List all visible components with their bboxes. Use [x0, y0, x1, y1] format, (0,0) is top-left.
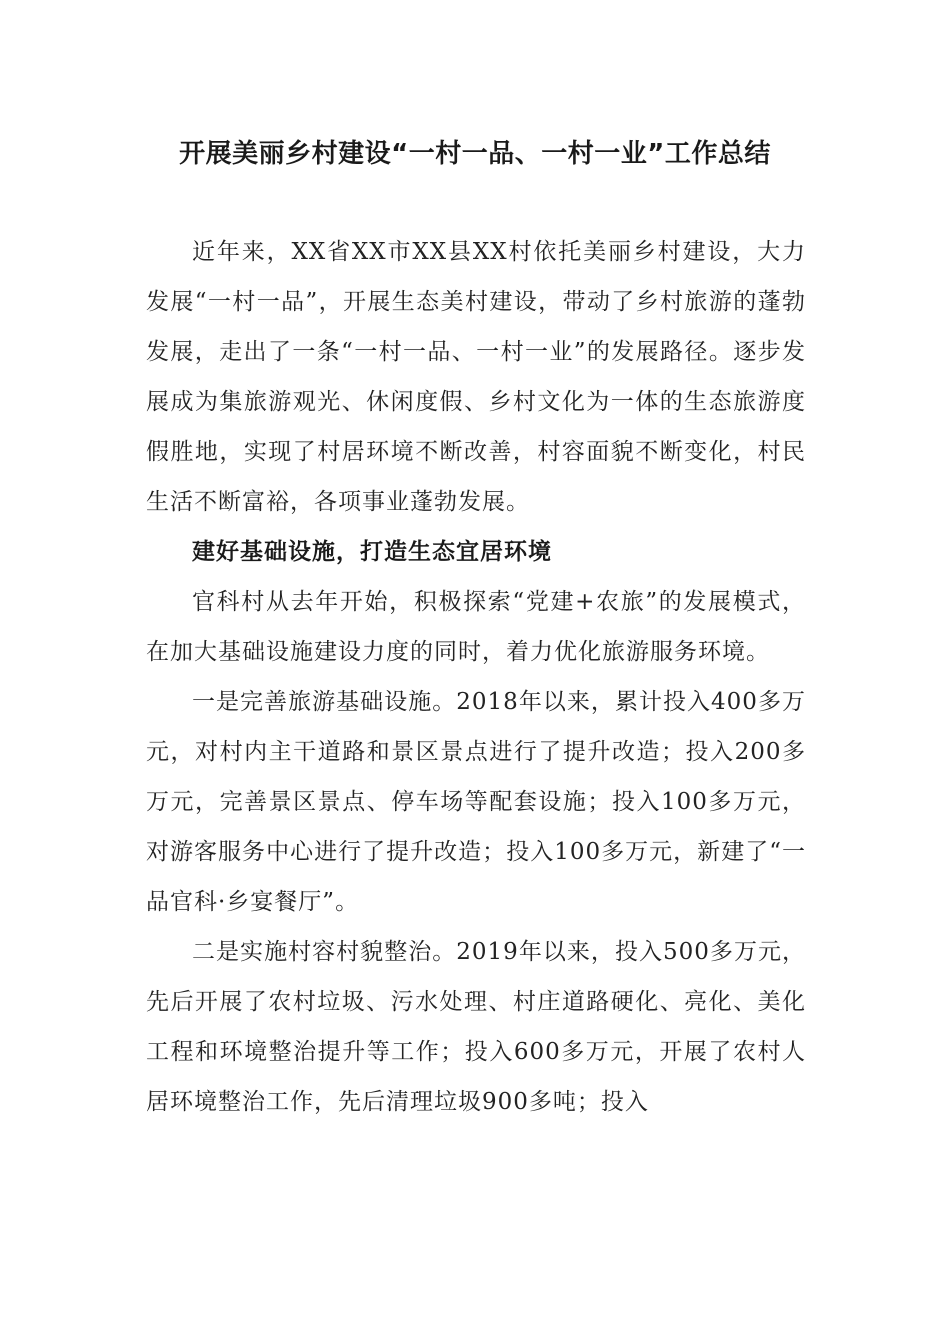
intro-paragraph: 近年来，XX省XX市XX县XX村依托美丽乡村建设，大力发展“一村一品”，开展生态美村建设，带动了乡村旅游的蓬勃发展，走出了一条“一村一品、一村一业”的发展路径。逐步发展成为集旅游观光、休闲度假、乡村文化为一体的生态旅游度假胜地，实现了村居环境不断改善，村容面貌不断变化，村民生活不断富裕，各项事业蓬勃发展。 — [146, 239, 806, 515]
section-intro-paragraph: 官科村从去年开始，积极探索“党建+农旅”的发展模式，在加大基础设施建设力度的同时，着力优化旅游服务环境。 — [146, 589, 806, 665]
section-heading: 建好基础设施，打造生态宜居环境 — [192, 539, 552, 565]
point-two-paragraph: 二是实施村容村貌整治。2019年以来，投入500多万元，先后开展了农村垃圾、污水处理、村庄道路硬化、亮化、美化工程和环境整治提升等工作；投入600多万元，开展了农村人居环境整治工作，先后清理垃圾900多吨；投入 — [146, 939, 806, 1115]
point-one-paragraph: 一是完善旅游基础设施。2018年以来，累计投入400多万元，对村内主干道路和景区景点进行了提升改造；投入200多万元，完善景区景点、停车场等配套设施；投入100多万元，对游客服务中心进行了提升改造；投入100多万元，新建了“一品官科·乡宴餐厅”。 — [146, 689, 806, 915]
document-body — [146, 227, 806, 1127]
document-title: 开展美丽乡村建设“一村一品、一村一业”工作总结 — [179, 139, 771, 169]
